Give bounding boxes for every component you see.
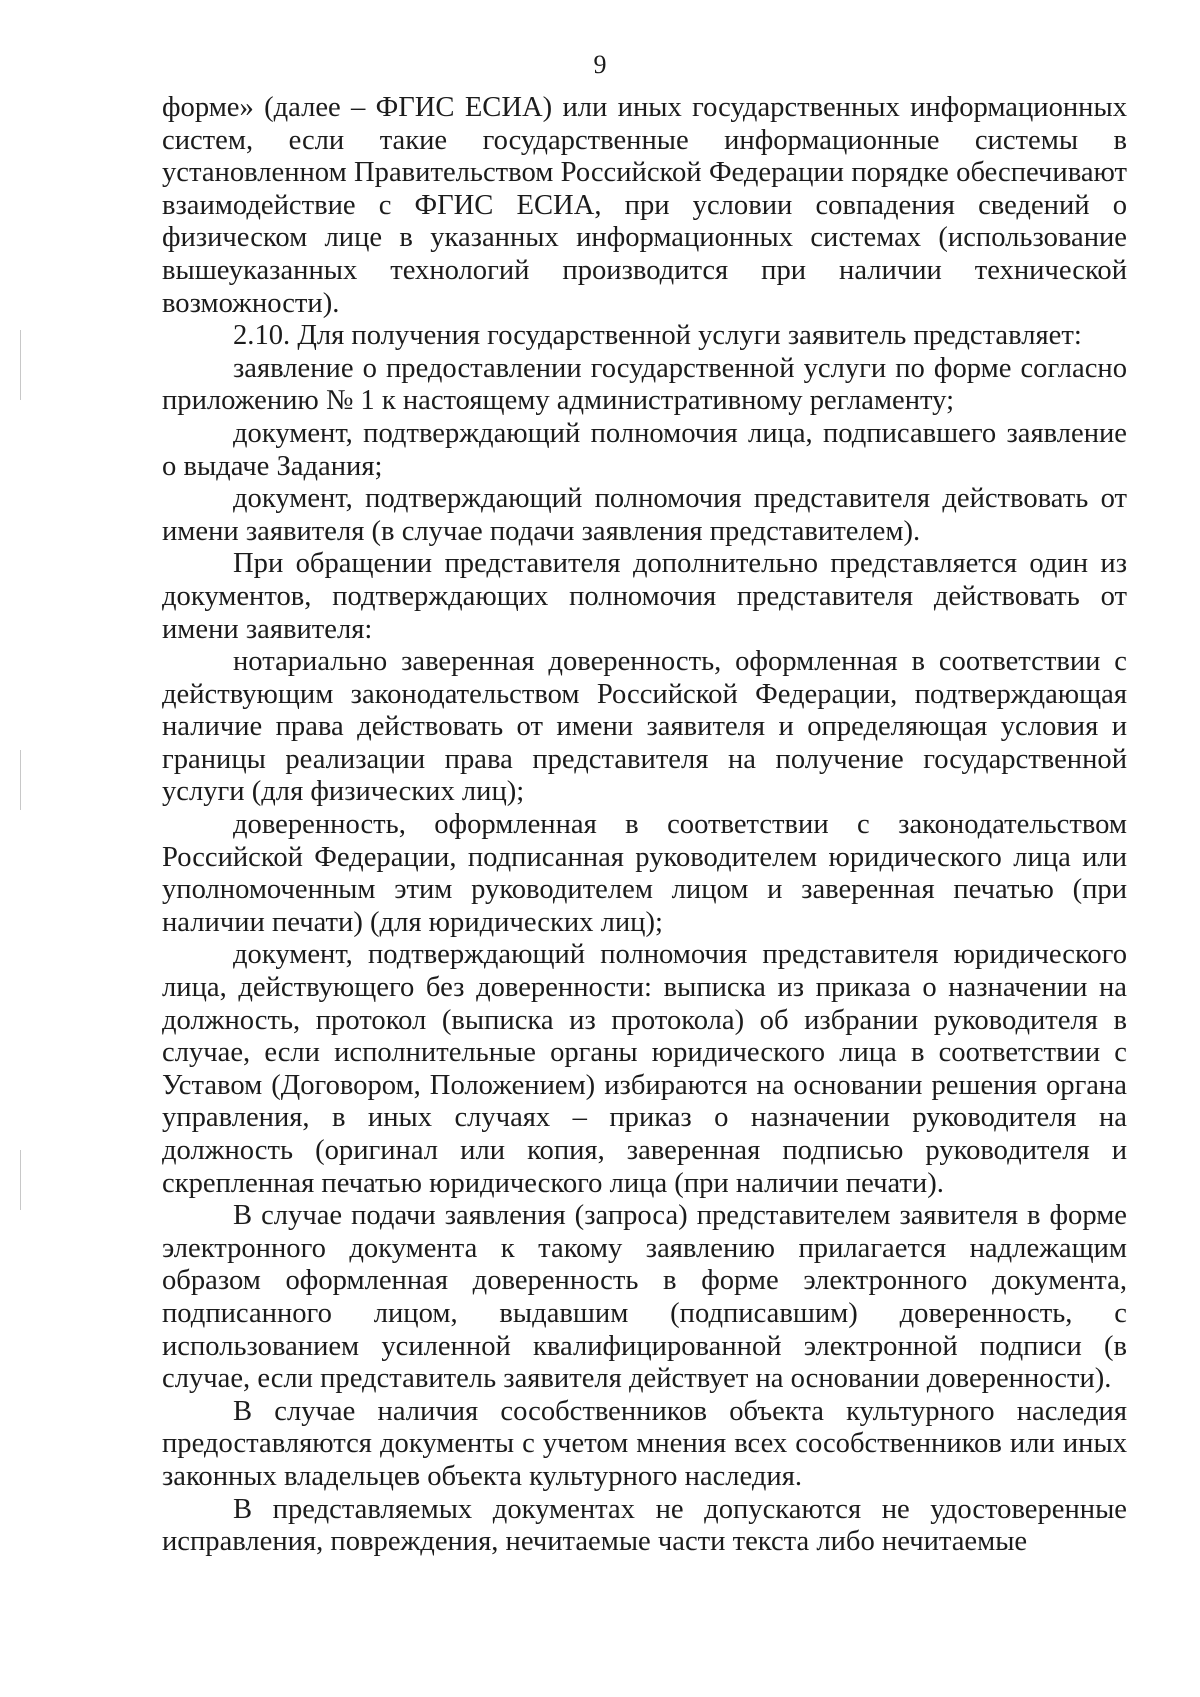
scan-artifact [20, 1150, 21, 1210]
paragraph-section-2-10: 2.10. Для получения государственной услуги заявитель представляет: [233, 320, 1082, 352]
paragraph: заявление о предоставлении государственной услуги по форме согласно приложению № 1 к настоящему административному регламенту; [162, 352, 1127, 417]
paragraph: В представляемых документах не допускаются не удостоверенные исправления, повреждения, нечитаемые части текста либо нечитаемые [162, 1493, 1127, 1558]
paragraph: В случае наличия сособственников объекта культурного наследия предоставляются документы с учетом мнения всех сособственников или иных законных владельцев объекта культурного наследия. [162, 1395, 1127, 1492]
paragraph: форме» (далее – ФГИС ЕСИА) или иных государственных информационных систем, если такие государственные информационные системы в установленном Правительством Российской Федерации порядке обеспечивают взаимодействие с ФГИС ЕСИА, при условии совпадения сведений о физическом лице в указанных информационных системах (использование вышеуказанных технологий производится при наличии технической возможности). [162, 92, 1127, 319]
paragraph: В случае подачи заявления (запроса) представителем заявителя в форме электронного документа к такому заявлению прилагается надлежащим образом оформленная доверенность в форме электронного документа, подписанного лицом, выдавшим (подписавшим) доверенность, с использованием усиленной квалифицированной электронной подписи (в случае, если представитель заявителя действует на основании доверенности). [162, 1200, 1127, 1395]
paragraph: При обращении представителя дополнительно представляется один из документов, подтверждающих полномочия представителя действовать от имени заявителя: [162, 548, 1127, 645]
document-body [162, 92, 1127, 1559]
scan-artifact [20, 750, 21, 810]
paragraph: документ, подтверждающий полномочия представителя действовать от имени заявителя (в случае подачи заявления представителем). [162, 483, 1127, 547]
paragraph: документ, подтверждающий полномочия представителя юридического лица, действующего без доверенности: выписка из приказа о назначении на должность, протокол (выписка из протокола) об избрании руководителя в случае, если исполнительные органы юридического лица в соответствии с Уставом (Договором, Положением) избираются на основании решения органа управления, в иных случаях – приказ о назначении руководителя на должность (оригинал или копия, заверенная подписью руководителя и скрепленная печатью юридического лица (при наличии печати). [162, 939, 1127, 1199]
page-number: 9 [593, 50, 607, 79]
paragraph: нотариально заверенная доверенность, оформленная в соответствии с действующим законодательством Российской Федерации, подтверждающая наличие права действовать от имени заявителя и определяющая условия и границы реализации права представителя на получение государственной услуги (для физических лиц); [162, 646, 1127, 808]
paragraph: документ, подтверждающий полномочия лица, подписавшего заявление о выдаче Задания; [162, 417, 1127, 482]
paragraph: доверенность, оформленная в соответствии с законодательством Российской Федерации, подписанная руководителем юридического лица или уполномоченным этим руководителем лицом и заверенная печатью (при наличии печати) (для юридических лиц); [162, 809, 1127, 938]
scan-artifact [20, 330, 21, 400]
